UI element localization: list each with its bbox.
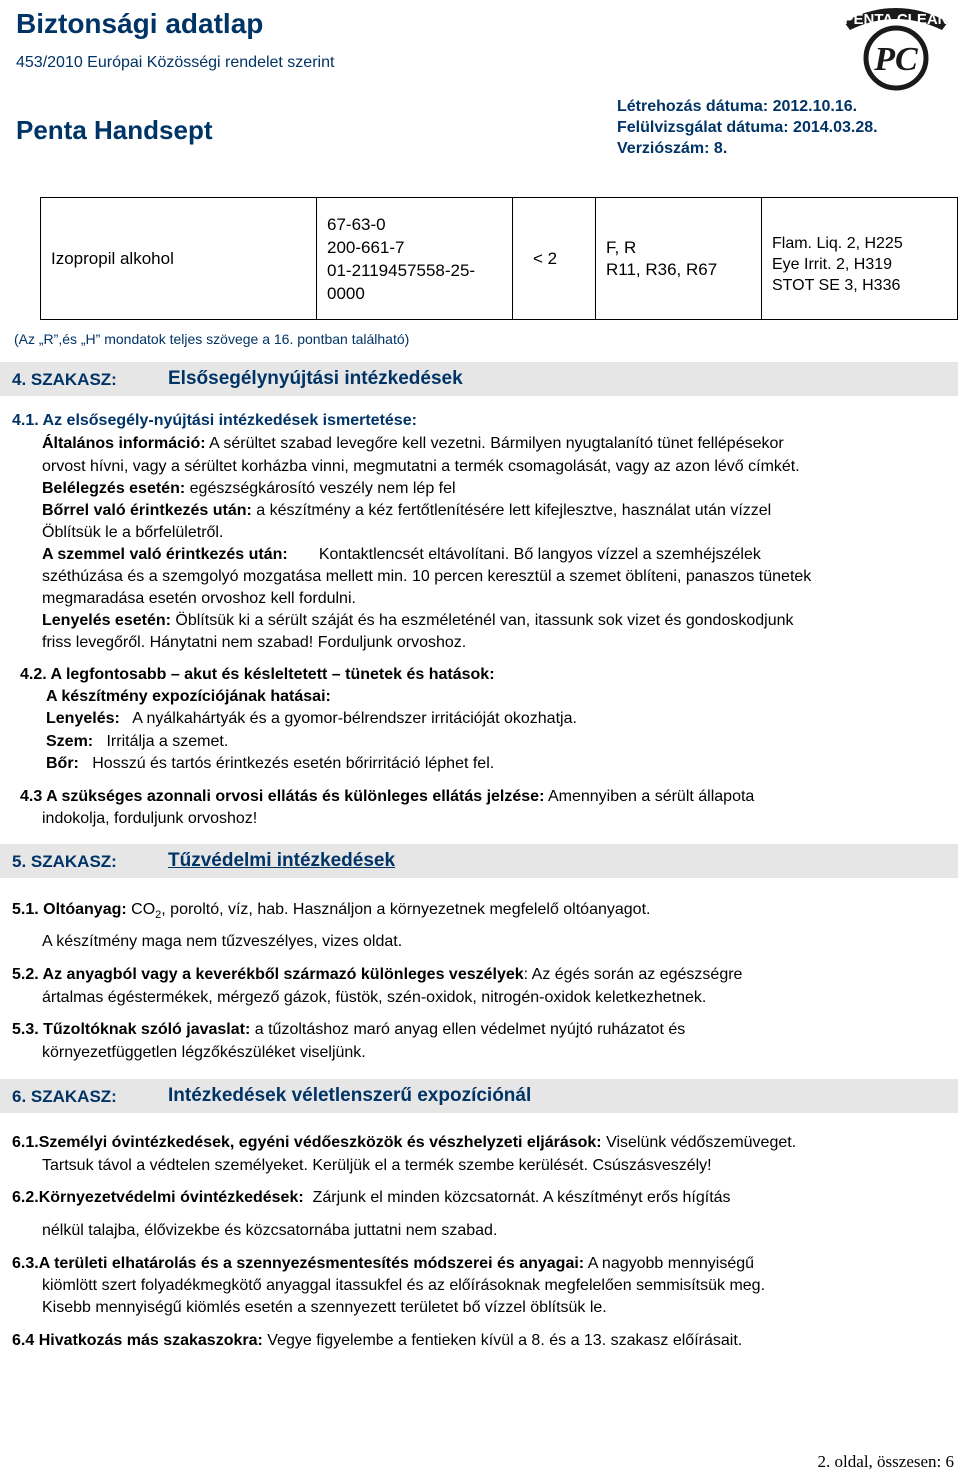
revision-date: Felülvizsgálat dátuma: 2014.03.28. bbox=[617, 119, 878, 136]
s51-co: CO bbox=[131, 901, 156, 918]
s61-text: Viselünk védőszemüveget. bbox=[606, 1134, 797, 1151]
effect-ingestion-label: Lenyelés: bbox=[46, 710, 120, 727]
s64-label: 6.4 Hivatkozás más szakaszokra: bbox=[12, 1332, 263, 1349]
s52-line-2: ártalmas égéstermékek, mérgező gázok, füstök, szén-oxidok, nitrogén-oxidok keletkezhetnek. bbox=[42, 989, 707, 1006]
creation-date: Létrehozás dátuma: 2012.10.16. bbox=[617, 98, 858, 115]
s42-heading: 4.2. A legfontosabb – akut és késleltetett – tünetek és hatások: bbox=[20, 666, 495, 683]
s63-line-2: kiömlött szert folyadékmegkötő anyaggal itassukfel és az előírásoknak megfelelően semmisítsük meg. bbox=[42, 1277, 766, 1294]
section-5-number: 5. SZAKASZ: bbox=[12, 852, 117, 871]
section-5-title: Tűzvédelmi intézkedések bbox=[168, 850, 396, 871]
s41-eye bbox=[42, 544, 761, 565]
s41-eye-2: széthúzása és a szemgolyó mozgatása mellett min. 10 percen keresztül a szemet öblíteni, panaszos tünetek bbox=[42, 568, 812, 585]
s51-label: 5.1. Oltóanyag: bbox=[12, 901, 127, 918]
s63-line bbox=[12, 1253, 754, 1274]
s61-line bbox=[12, 1132, 796, 1153]
s53-line-2: környezetfüggetlen légzőkészüléket viseljünk. bbox=[42, 1044, 366, 1061]
regulation-reference: 453/2010 Európai Közösségi rendelet szerint bbox=[16, 54, 335, 71]
s64-text: Vegye figyelembe a fentieken kívül a 8. és a 13. szakasz előírásait. bbox=[267, 1332, 743, 1349]
skin-text: a készítmény a kéz fertőtlenítésére lett kifejlesztve, használat után vízzel bbox=[256, 502, 772, 519]
s41-heading: 4.1. Az elsősegély-nyújtási intézkedések ismertetése: bbox=[12, 412, 417, 429]
s43-line-2: indokolja, forduljunk orvoshoz! bbox=[42, 810, 258, 827]
section-5-band bbox=[0, 844, 958, 878]
s41-eye-3: megmaradása esetén orvoshoz kell fordulni. bbox=[42, 590, 356, 607]
s53-label: 5.3. Tűzoltóknak szóló javaslat: bbox=[12, 1021, 251, 1038]
s41-skin bbox=[42, 500, 771, 521]
section-6-number: 6. SZAKASZ: bbox=[12, 1087, 117, 1106]
s61-line-2: Tartsuk távol a védtelen személyeket. Kerüljük el a termék szembe kerülését. Csúszásveszély! bbox=[42, 1157, 712, 1174]
phrase-note: (Az „R”,és „H” mondatok teljes szövege a 16. pontban található) bbox=[14, 331, 410, 347]
clp-line: Eye Irrit. 2, H319 bbox=[772, 256, 893, 273]
substance-ids bbox=[317, 198, 513, 320]
effect-ingestion-text: A nyálkahártyák és a gyomor-bélrendszer irritációját okozhatja. bbox=[132, 710, 577, 727]
logo-text: PENTA CLEAN bbox=[843, 11, 949, 28]
s52-label: 5.2. Az anyagból vagy a keverékből származó különleges veszélyek bbox=[12, 966, 524, 983]
section-4-number: 4. SZAKASZ: bbox=[12, 370, 117, 389]
s41-ingestion bbox=[42, 610, 794, 631]
penta-clean-logo bbox=[838, 0, 954, 92]
product-name: Penta Handsept bbox=[16, 115, 213, 145]
s62-line-2: nélkül talajba, élővizekbe és közcsatornába juttatni nem szabad. bbox=[42, 1222, 498, 1239]
s51-text: , poroltó, víz, hab. Használjon a környezetnek megfelelő oltóanyagot. bbox=[161, 901, 651, 918]
effect-ingestion bbox=[46, 708, 577, 729]
effect-eye bbox=[46, 731, 228, 752]
s53-line bbox=[12, 1019, 685, 1040]
section-6-title: Intézkedések véletlenszerű expozíciónál bbox=[168, 1085, 532, 1106]
eye-text2: Bő langyos vízzel a szemhéjszélek bbox=[513, 546, 761, 563]
s43-heading bbox=[20, 786, 754, 807]
general-label: Általános információ: bbox=[42, 435, 206, 452]
s62-label: 6.2.Környezetvédelmi óvintézkedések: bbox=[12, 1189, 304, 1206]
cas-number: 67-63-0 bbox=[327, 214, 386, 234]
substance-name: Izopropil alkohol bbox=[41, 198, 317, 320]
s63-label: 6.3.A területi elhatárolás és a szennyezésmentesítés módszerei és anyagai: bbox=[12, 1255, 585, 1272]
general-text: A sérültet szabad levegőre kell vezetni. bbox=[209, 435, 486, 452]
s51-line bbox=[12, 899, 650, 926]
exposure-heading: A készítmény expozíciójának hatásai: bbox=[46, 688, 331, 705]
effect-eye-text: Irritálja a szemet. bbox=[106, 733, 229, 750]
s52-text: : Az égés során az egészségre bbox=[523, 966, 743, 983]
s41-general-2: orvost hívni, vagy a sérültet korházba vinni, megmutatni a termék csomagolását, vagy az azon lévő címkét. bbox=[42, 458, 800, 475]
classification-old-line: R11, R36, R67 bbox=[606, 259, 718, 279]
classification-old bbox=[596, 198, 762, 320]
reach-number-cont: 0000 bbox=[327, 283, 365, 303]
s64-line bbox=[12, 1330, 742, 1351]
inhalation-label: Belélegzés esetén: bbox=[42, 480, 186, 497]
s61-label: 6.1.Személyi óvintézkedések, egyéni védőeszközök és vészhelyzeti eljárások: bbox=[12, 1134, 602, 1151]
page-number: 2. oldal, összesen: 6 bbox=[817, 1452, 954, 1471]
s51-subscript: 2 bbox=[155, 909, 162, 922]
effect-skin bbox=[46, 753, 494, 774]
s62-text: Zárjunk el minden közcsatornát. A készítményt erős hígítás bbox=[312, 1189, 731, 1206]
s52-line bbox=[12, 964, 742, 985]
classification-clp bbox=[762, 198, 958, 320]
s63-line-3: Kisebb mennyiségű kiömlés esetén a szennyezett területet bő vízzel öblítsük le. bbox=[42, 1299, 607, 1316]
clp-line: STOT SE 3, H336 bbox=[772, 277, 901, 294]
ingestion-text: Öblítsük ki a sérült száját és ha eszméleténél van, itassunk sok vizet és gondoskodjunk bbox=[175, 612, 794, 629]
s43-text: Amennyiben a sérült állapota bbox=[547, 788, 755, 805]
skin-label: Bőrrel való érintkezés után: bbox=[42, 502, 252, 519]
section-4-title: Elsősegélynyújtási intézkedések bbox=[168, 368, 463, 389]
document-title: Biztonsági adatlap bbox=[16, 8, 264, 39]
classification-old-line: F, R bbox=[606, 237, 637, 257]
eye-label: A szemmel való érintkezés után: bbox=[42, 546, 288, 563]
s53-text: a tűzoltáshoz maró anyag ellen védelmet nyújtó ruházatot és bbox=[254, 1021, 686, 1038]
logo-mark: PC bbox=[874, 41, 918, 78]
clp-line: Flam. Liq. 2, H225 bbox=[772, 235, 903, 252]
s63-text: A nagyobb mennyiségű bbox=[587, 1255, 755, 1272]
reach-number: 01-2119457558-25- bbox=[327, 260, 476, 280]
s41-inhalation bbox=[42, 478, 456, 499]
ec-number: 200-661-7 bbox=[327, 237, 405, 257]
effect-skin-text: Hosszú és tartós érintkezés esetén bőrirritáció léphet fel. bbox=[92, 755, 495, 772]
composition-table bbox=[40, 197, 958, 320]
s62-line bbox=[12, 1187, 731, 1208]
section-4-band bbox=[0, 362, 958, 396]
concentration: < 2 bbox=[513, 198, 596, 320]
version-number: Verziószám: 8. bbox=[617, 140, 728, 157]
inhalation-text: egészségkárosító veszély nem lép fel bbox=[189, 480, 456, 497]
s43-label: 4.3 A szükséges azonnali orvosi ellátás és különleges ellátás jelzése: bbox=[20, 788, 545, 805]
s41-general bbox=[42, 433, 784, 454]
effect-skin-label: Bőr: bbox=[46, 755, 79, 772]
table-row bbox=[41, 198, 958, 320]
eye-text: Kontaktlencsét eltávolítani. bbox=[318, 546, 510, 563]
s41-skin-2: Öblítsük le a bőrfelületről. bbox=[42, 524, 224, 541]
s51-line-2: A készítmény maga nem tűzveszélyes, vizes oldat. bbox=[42, 933, 403, 950]
effect-eye-label: Szem: bbox=[46, 733, 94, 750]
general-text2: Bármilyen nyugtalanító tünet fellépésekor bbox=[490, 435, 784, 452]
s41-ingestion-2: friss levegőről. Hánytatni nem szabad! Forduljunk orvoshoz. bbox=[42, 634, 467, 651]
ingestion-label: Lenyelés esetén: bbox=[42, 612, 171, 629]
